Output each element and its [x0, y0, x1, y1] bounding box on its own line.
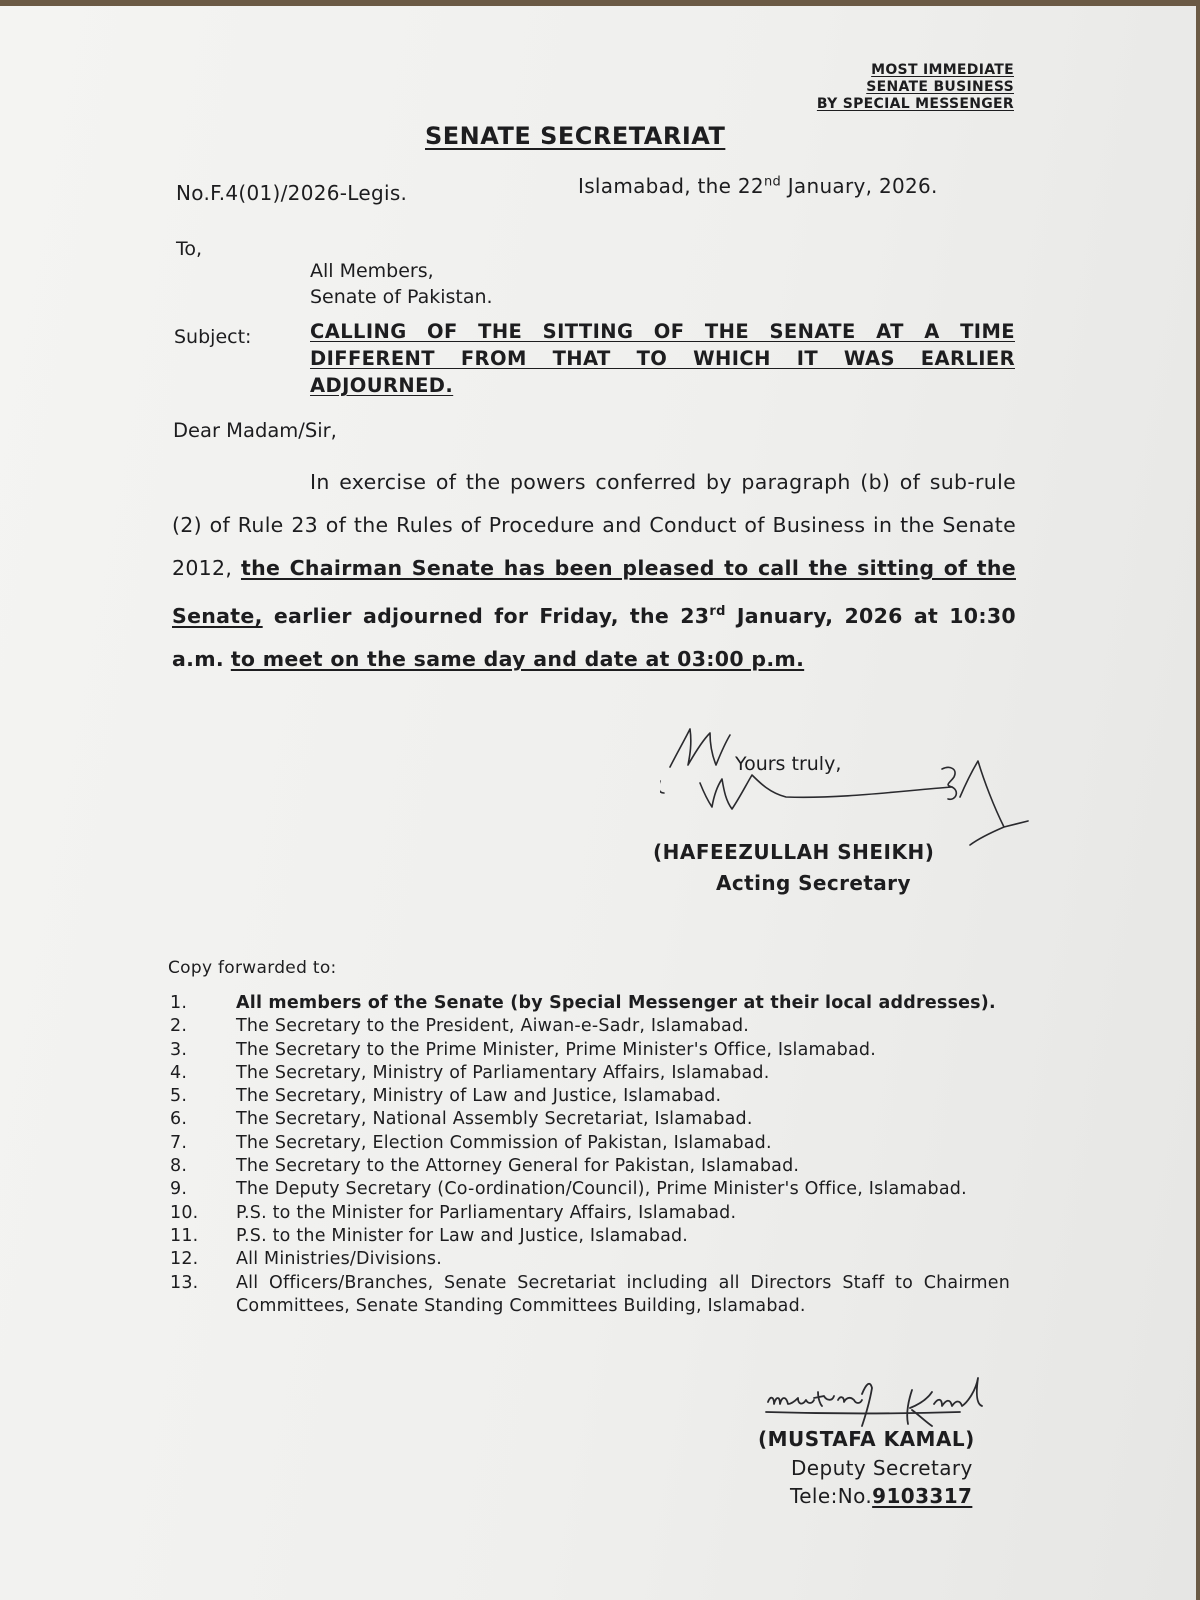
priority-mark: SENATE BUSINESS	[866, 79, 1014, 95]
letter-heading: SENATE SECRETARIAT	[425, 122, 726, 150]
copy-list-item	[170, 1015, 1010, 1038]
copy-list-text: All members of the Senate (by Special Messenger at their local addresses).	[236, 993, 996, 1013]
body-text-bold: January, 2026 at 10:30 a.m.	[172, 603, 1016, 671]
copy-list-number: 2.	[170, 1016, 188, 1037]
closing-text: Yours truly,	[735, 753, 842, 775]
signatory-name: (HAFEEZULLAH SHEIKH)	[653, 840, 935, 864]
addressee	[310, 258, 493, 310]
copy-list-text: P.S. to the Minister for Parliamentary Affairs, Islamabad.	[236, 1202, 737, 1223]
copy-list-text: P.S. to the Minister for Law and Justice, Islamabad.	[236, 1225, 689, 1246]
copy-forwarded-list	[170, 992, 1010, 1318]
to-label: To,	[176, 238, 203, 260]
addressee-line: All Members,	[310, 260, 434, 282]
date-prefix: Islamabad, the 22	[578, 174, 764, 198]
signatory-designation: Acting Secretary	[716, 871, 911, 895]
copy-list-number: 9.	[170, 1179, 188, 1200]
copy-list-text: The Deputy Secretary (Co-ordination/Council), Prime Minister's Office, Islamabad.	[236, 1179, 967, 1200]
copy-list-item	[170, 1155, 1010, 1178]
copy-list-item	[170, 1248, 1010, 1271]
copy-list-number: 6.	[170, 1109, 188, 1130]
telephone-number	[790, 1484, 972, 1508]
copy-list-text: The Secretary, National Assembly Secretariat, Islamabad.	[236, 1109, 753, 1130]
copy-list-number: 4.	[170, 1062, 188, 1083]
copy-list-number: 11.	[170, 1225, 199, 1246]
subject-label: Subject:	[174, 326, 252, 348]
copy-list-number: 10.	[170, 1202, 199, 1223]
copy-list-item	[170, 1062, 1010, 1085]
body-emphasis: the Chairman Senate has been pleased to call the sitting of the Senate,	[172, 556, 1016, 628]
copy-list-number: 1.	[170, 993, 188, 1013]
priority-marks	[817, 62, 1014, 113]
copy-list-item	[170, 1178, 1010, 1201]
priority-mark: BY SPECIAL MESSENGER	[816, 96, 1014, 112]
copy-list-text: All Ministries/Divisions.	[236, 1249, 443, 1270]
copy-list-number: 13.	[170, 1272, 199, 1293]
copy-list-text: All Officers/Branches, Senate Secretariat including all Directors Staff to Chairmen Committees, Senate Standing Committees Building, Islamabad.	[236, 1272, 1010, 1316]
body-paragraph	[172, 461, 1016, 681]
copy-list-item	[170, 1225, 1010, 1248]
body-superscript: rd	[709, 604, 726, 619]
reference-number: No.F.4(01)/2026-Legis.	[176, 181, 408, 205]
copy-list-item	[170, 1108, 1010, 1131]
tele-value: 9103317	[872, 1484, 973, 1508]
copy-list-item	[170, 1085, 1010, 1108]
signatory-name: (MUSTAFA KAMAL)	[758, 1427, 975, 1451]
copy-list-number: 7.	[170, 1132, 188, 1153]
copy-list-item	[170, 1272, 1010, 1319]
letter-date	[578, 174, 938, 198]
copy-forwarded-heading: Copy forwarded to:	[168, 958, 337, 978]
priority-mark: MOST IMMEDIATE	[871, 62, 1014, 78]
document-page	[0, 6, 1196, 1600]
subject-text: CALLING OF THE SITTING OF THE SENATE AT A TIME DIFFERENT FROM THAT TO WHICH IT WAS EARLIER ADJOURNED.	[310, 320, 1015, 397]
copy-list-text: The Secretary to the Prime Minister, Prime Minister's Office, Islamabad.	[236, 1039, 876, 1060]
body-emphasis: to meet on the same day and date at 03:00 p.m.	[230, 646, 805, 671]
copy-list-number: 8.	[170, 1156, 188, 1177]
copy-list-item	[170, 1202, 1010, 1225]
copy-list-item	[170, 1039, 1010, 1062]
copy-list-text: The Secretary, Election Commission of Pakistan, Islamabad.	[236, 1132, 772, 1153]
copy-list-text: The Secretary to the President, Aiwan-e-Sadr, Islamabad.	[236, 1016, 750, 1037]
salutation: Dear Madam/Sir,	[173, 419, 337, 442]
copy-list-item	[170, 1132, 1010, 1155]
signatory-designation: Deputy Secretary	[791, 1456, 973, 1480]
copy-list-number: 3.	[170, 1039, 188, 1060]
copy-list-text: The Secretary to the Attorney General for Pakistan, Islamabad.	[236, 1156, 800, 1177]
copy-list-number: 5.	[170, 1086, 188, 1107]
date-suffix: nd	[763, 174, 782, 190]
copy-list-number: 12.	[170, 1249, 199, 1270]
tele-label: Tele:No.	[790, 1484, 873, 1508]
copy-list-text: The Secretary, Ministry of Law and Justice, Islamabad.	[236, 1086, 722, 1107]
body-text-bold: earlier adjourned for Friday, the 23	[262, 603, 710, 628]
date-rest: January, 2026.	[781, 174, 938, 198]
copy-list-item	[170, 992, 1010, 1015]
copy-list-text: The Secretary, Ministry of Parliamentary Affairs, Islamabad.	[236, 1062, 770, 1083]
body-text: In exercise of the powers conferred by paragraph (b) of sub-rule (2) of Rule 23 of the Rules of Procedure and Conduct of Business in the Senate 2012,	[172, 470, 1016, 580]
addressee-line: Senate of Pakistan.	[310, 286, 493, 308]
